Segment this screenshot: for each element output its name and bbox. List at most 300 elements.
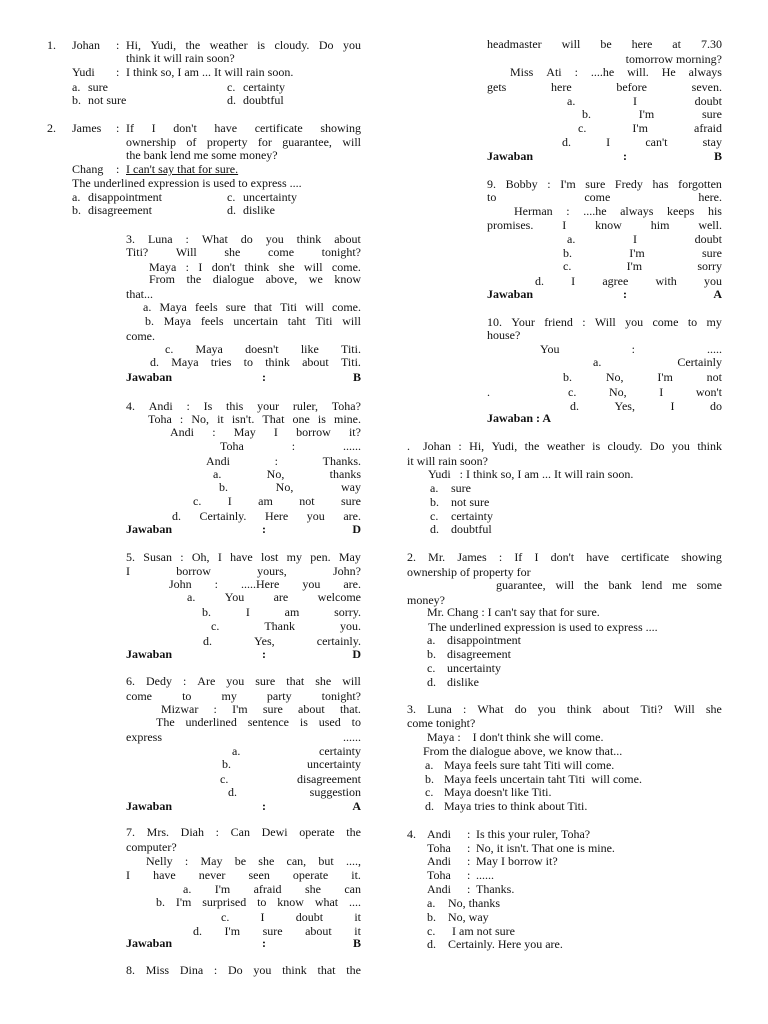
text-line: doubtful xyxy=(451,522,492,536)
word: operate xyxy=(299,825,335,839)
word: showing xyxy=(320,121,361,135)
word: my xyxy=(706,315,722,329)
word: think xyxy=(244,260,270,274)
word: Luna xyxy=(427,702,452,716)
word: sure xyxy=(585,177,606,191)
word: Do xyxy=(649,439,665,453)
word: You xyxy=(224,590,245,604)
answer-key: Jawaban xyxy=(487,287,534,301)
answer-key: Jawaban xyxy=(126,522,173,536)
word: doubt xyxy=(694,232,722,246)
word: she xyxy=(224,245,241,259)
word: well. xyxy=(698,218,722,232)
word: weather xyxy=(209,38,248,52)
text-line xyxy=(487,190,722,205)
word: John? xyxy=(333,564,361,578)
answer-key: B xyxy=(352,370,361,384)
word: weather xyxy=(546,439,585,453)
word: a. xyxy=(213,467,222,481)
word: b. xyxy=(156,895,165,909)
word: 4. xyxy=(126,399,135,413)
word: Yudi, xyxy=(491,439,518,453)
word: thanks xyxy=(329,467,361,481)
word: ....he xyxy=(583,204,607,218)
text-line xyxy=(562,135,722,150)
word: cloudy. xyxy=(274,38,310,52)
word: are. xyxy=(343,509,361,523)
text-line xyxy=(407,702,722,717)
word: Toha xyxy=(220,439,244,453)
word: the xyxy=(346,963,361,977)
word: Toha xyxy=(148,412,172,426)
word: : xyxy=(213,702,217,716)
word: Hi, xyxy=(126,38,141,52)
text-line xyxy=(487,218,722,233)
word: Will xyxy=(673,702,695,716)
word: it. xyxy=(351,868,361,882)
word: can xyxy=(344,882,361,896)
word: I'm xyxy=(175,895,192,909)
word: am xyxy=(258,494,273,508)
word: disagreement xyxy=(297,772,361,786)
text-line xyxy=(567,232,722,247)
word: do xyxy=(240,232,253,246)
text-line: Mr. Chang : I can't say that for sure. xyxy=(427,605,600,619)
text-line: computer? xyxy=(126,840,177,854)
text-line: Maya doesn't like Titi. xyxy=(444,785,552,799)
word: what xyxy=(314,895,339,909)
word: his xyxy=(707,204,722,218)
word: certainty xyxy=(319,744,361,758)
word: it? xyxy=(348,425,361,439)
word: Hi, xyxy=(469,439,485,453)
word: that xyxy=(317,963,336,977)
word: gets xyxy=(487,80,507,94)
text-line: 4. xyxy=(407,827,416,841)
word: will xyxy=(342,314,361,328)
word: certainly. xyxy=(316,634,361,648)
word: used xyxy=(318,715,341,729)
text-line: disappointment xyxy=(88,190,162,204)
word: Miss xyxy=(510,65,534,79)
word: have xyxy=(153,868,176,882)
word: your xyxy=(257,399,280,413)
word: May xyxy=(233,425,256,439)
word: : xyxy=(582,315,586,329)
answer-key: A xyxy=(352,799,361,813)
word: ...... xyxy=(343,730,361,744)
word: party xyxy=(266,689,292,703)
word: the xyxy=(346,825,361,839)
word: you xyxy=(226,674,245,688)
word: No, xyxy=(275,480,294,494)
word: you xyxy=(537,702,556,716)
word: to xyxy=(257,895,267,909)
word: pen. xyxy=(310,550,331,564)
answer-key: D xyxy=(352,647,361,661)
word: What xyxy=(477,702,504,716)
word: taht xyxy=(287,314,306,328)
word: c. xyxy=(193,494,202,508)
word: I'm xyxy=(638,107,655,121)
text-line: a. xyxy=(425,758,434,772)
word: the xyxy=(185,38,201,52)
text-line xyxy=(407,550,722,565)
word: will xyxy=(342,674,361,688)
word: Mr. xyxy=(428,550,446,564)
text-line xyxy=(514,204,722,219)
word: b. xyxy=(222,757,231,771)
text-line: James xyxy=(72,121,102,135)
text-line: From the dialogue above, we know that... xyxy=(423,744,623,758)
word: That xyxy=(262,412,285,426)
text-line: a. xyxy=(72,190,81,204)
word: I xyxy=(126,564,130,578)
word: I'm xyxy=(626,259,643,273)
text-line: a. xyxy=(72,80,81,94)
text-line: No, way xyxy=(448,910,489,924)
text-line: d. xyxy=(430,522,439,536)
word: c. xyxy=(165,342,174,356)
word: d. xyxy=(203,634,212,648)
text-line: c. xyxy=(430,509,439,523)
word: d. xyxy=(562,135,571,149)
word: 5. xyxy=(126,550,135,564)
word: tonight? xyxy=(321,689,361,703)
word: sure xyxy=(262,702,283,716)
word: sure xyxy=(702,107,722,121)
word: that xyxy=(286,674,305,688)
word: the xyxy=(186,272,202,286)
text-line: Maya tries to think about Titi. xyxy=(444,799,588,813)
word: she xyxy=(258,854,275,868)
word: but xyxy=(318,854,334,868)
word: is xyxy=(257,38,266,52)
word: a. xyxy=(183,882,192,896)
word: Yes, xyxy=(614,399,635,413)
word: b. xyxy=(202,605,211,619)
answer-key: Jawaban xyxy=(126,799,173,813)
word: come xyxy=(652,315,679,329)
text-line: : xyxy=(116,121,120,135)
text-line: not sure xyxy=(451,495,490,509)
word: Will xyxy=(594,315,616,329)
word: 8. xyxy=(126,963,135,977)
text-line: Toha xyxy=(427,868,451,882)
word: Titi. xyxy=(341,342,361,356)
word: Yudi, xyxy=(150,38,177,52)
text-line: think it will rain soon? xyxy=(126,51,235,65)
word: to xyxy=(487,190,497,204)
word: isn't. xyxy=(231,412,255,426)
word: Andi xyxy=(148,399,173,413)
word: have xyxy=(586,550,609,564)
word: Andi xyxy=(170,425,194,439)
word: Thanks. xyxy=(322,454,361,468)
word: doesn't xyxy=(245,342,279,356)
word: promises. xyxy=(487,218,534,232)
word: way xyxy=(340,480,361,494)
word: c. xyxy=(221,910,230,924)
text-line: . xyxy=(407,439,410,453)
word: yours, xyxy=(257,564,287,578)
word: Maya xyxy=(159,300,187,314)
text-line: c. xyxy=(227,190,236,204)
word: : xyxy=(180,550,184,564)
text-line: b. xyxy=(425,772,434,786)
text-line: dislike xyxy=(447,675,479,689)
text-line: Certainly. Here you are. xyxy=(448,937,563,951)
word: are. xyxy=(343,577,361,591)
text-line: Yudi xyxy=(72,65,95,79)
word: : xyxy=(547,177,551,191)
word: here xyxy=(631,37,653,51)
word: Toha? xyxy=(331,399,361,413)
text-line xyxy=(487,315,722,330)
word: Herman xyxy=(514,204,553,218)
word: know xyxy=(277,895,304,909)
answer-key: Jawaban xyxy=(126,647,173,661)
word: From xyxy=(149,272,176,286)
text-line: dislike xyxy=(243,203,275,217)
word: I'm xyxy=(657,370,673,384)
text-line xyxy=(568,385,722,400)
word: property xyxy=(206,135,248,149)
word: 3. xyxy=(126,232,135,246)
word: stay xyxy=(702,135,722,149)
word: friend xyxy=(544,315,573,329)
word: tries xyxy=(210,355,232,369)
text-line: certainty xyxy=(243,80,285,94)
text-line: : xyxy=(262,936,266,950)
text-line: : xyxy=(262,522,266,536)
word: : xyxy=(179,412,184,426)
word: you xyxy=(625,315,644,329)
text-line xyxy=(423,439,722,454)
text-line: Maya : I don't think she will come. xyxy=(427,730,604,744)
word: forgotten xyxy=(678,177,722,191)
word: sure xyxy=(262,924,283,938)
word: me xyxy=(672,578,687,592)
word: : xyxy=(214,577,219,591)
text-line: Chang xyxy=(72,162,104,176)
answer-key: Jawaban xyxy=(126,370,173,384)
text-line: 1. xyxy=(47,38,56,52)
word: I'm xyxy=(232,702,248,716)
word: The xyxy=(156,715,175,729)
word: Dedy xyxy=(145,674,172,688)
word: c. xyxy=(578,121,587,135)
word: you xyxy=(302,577,321,591)
word: come. xyxy=(332,300,361,314)
word: headmaster xyxy=(487,37,542,51)
word: I'm xyxy=(560,177,576,191)
text-line: : xyxy=(116,65,120,79)
word: doubt xyxy=(694,94,722,108)
word: Will xyxy=(175,245,197,259)
word: know xyxy=(595,218,622,232)
word: Do xyxy=(318,38,334,52)
text-line: b. xyxy=(72,93,81,107)
word: uncertain xyxy=(233,314,278,328)
word: I xyxy=(534,550,539,564)
text-line: tomorrow morning? xyxy=(625,52,722,66)
text-line: disagreement xyxy=(447,647,511,661)
word: Thank xyxy=(264,619,295,633)
word: Fredy xyxy=(614,177,643,191)
text-line: : xyxy=(467,854,471,868)
word: we xyxy=(308,272,323,286)
text-line: Johan xyxy=(72,38,100,52)
word: ruler, xyxy=(292,399,319,413)
answer-key: D xyxy=(352,522,361,536)
word: Susan xyxy=(143,550,172,564)
word: 9. xyxy=(487,177,496,191)
word: one xyxy=(292,412,310,426)
word: : xyxy=(574,65,578,79)
word: keeps xyxy=(667,204,695,218)
text-line: . xyxy=(487,385,490,399)
word: my xyxy=(286,550,302,564)
word: feels xyxy=(194,300,218,314)
word: about xyxy=(334,232,361,246)
text-line: b. xyxy=(427,647,436,661)
word: Luna xyxy=(147,232,173,246)
word: d. xyxy=(570,399,579,413)
word: showing xyxy=(681,550,722,564)
word: borrow xyxy=(296,425,331,439)
word: Yes, xyxy=(254,634,275,648)
word: a. xyxy=(567,232,576,246)
text-line: uncertainty xyxy=(243,190,297,204)
word: about xyxy=(602,702,630,716)
word: Diah xyxy=(180,825,204,839)
word: I xyxy=(659,385,664,399)
word: c. xyxy=(220,772,229,786)
word: : xyxy=(498,550,503,564)
word: she xyxy=(278,260,295,274)
word: you xyxy=(306,509,325,523)
word: : xyxy=(566,204,570,218)
word: she xyxy=(705,702,722,716)
word: be xyxy=(600,37,612,51)
word: Certainly. xyxy=(199,509,247,523)
word: I'm xyxy=(629,246,645,260)
word: will xyxy=(342,135,361,149)
word: certificate xyxy=(621,550,670,564)
text-line: d. xyxy=(427,675,436,689)
word: come xyxy=(126,689,152,703)
word: think xyxy=(697,439,722,453)
word: to xyxy=(351,715,361,729)
word: b. xyxy=(563,246,572,260)
word: I xyxy=(632,94,637,108)
text-line: : xyxy=(467,841,471,855)
word: I xyxy=(198,260,203,274)
text-line: : xyxy=(467,882,471,896)
text-line: : xyxy=(262,370,266,384)
text-line xyxy=(578,121,722,136)
word: Johan xyxy=(423,439,451,453)
word: the xyxy=(524,439,540,453)
word: If xyxy=(514,550,523,564)
word: before xyxy=(616,80,647,94)
text-line: c. xyxy=(427,661,436,675)
word: agree xyxy=(602,274,629,288)
word: will xyxy=(305,300,324,314)
word: lost xyxy=(261,550,279,564)
word: b. xyxy=(563,370,572,384)
text-line: doubtful xyxy=(243,93,284,107)
text-line: money? xyxy=(407,593,445,607)
text-line: Maya feels sure taht Titi will come. xyxy=(444,758,615,772)
text-line: c. xyxy=(227,80,236,94)
word: Certainly xyxy=(677,355,722,369)
text-line: The underlined expression is used to express .... xyxy=(72,176,302,190)
word: not xyxy=(299,494,315,508)
word: a. xyxy=(232,744,241,758)
word: You xyxy=(540,342,560,356)
word: : xyxy=(462,702,467,716)
word: will. xyxy=(627,65,649,79)
underlined-expression: I can't say that for sure. xyxy=(126,162,239,176)
word: I xyxy=(632,232,637,246)
text-line: b. xyxy=(72,203,81,217)
text-line: c. xyxy=(425,785,434,799)
word: May xyxy=(338,550,361,564)
word: a. xyxy=(567,94,576,108)
word: ownership xyxy=(126,135,176,149)
word: Can xyxy=(230,825,250,839)
word: to xyxy=(182,689,192,703)
text-line: ownership of property for xyxy=(407,565,531,579)
text-line: : xyxy=(116,162,120,176)
word: Titi xyxy=(315,314,333,328)
text-line: Andi xyxy=(427,882,451,896)
word: Nelly xyxy=(146,854,173,868)
word: sure xyxy=(702,246,722,260)
word: think xyxy=(296,232,322,246)
word: you xyxy=(671,439,690,453)
text-line: uncertainty xyxy=(447,661,501,675)
word: at xyxy=(672,37,681,51)
word: sentence xyxy=(247,715,290,729)
text-line: sure xyxy=(88,80,108,94)
word: b. xyxy=(145,314,154,328)
word: .....Here xyxy=(241,577,280,591)
word: tonight? xyxy=(321,245,361,259)
word: Oh, xyxy=(191,550,210,564)
word: Maya xyxy=(163,314,192,328)
word: 3. xyxy=(407,702,416,716)
answer-key: B xyxy=(713,149,722,163)
word: think xyxy=(265,355,290,369)
word: Your xyxy=(511,315,535,329)
word: has xyxy=(652,177,669,191)
word: seven. xyxy=(691,80,722,94)
word: d. xyxy=(228,785,237,799)
word: I xyxy=(245,605,250,619)
word: I xyxy=(151,121,156,135)
word: surprised xyxy=(202,895,247,909)
word: Titi? xyxy=(126,245,149,259)
text-line: b. xyxy=(427,910,436,924)
word: Titi xyxy=(280,300,298,314)
text-line: certainty xyxy=(451,509,493,523)
word: : xyxy=(215,825,219,839)
word: Miss xyxy=(145,963,170,977)
text-line: a. xyxy=(427,896,436,910)
